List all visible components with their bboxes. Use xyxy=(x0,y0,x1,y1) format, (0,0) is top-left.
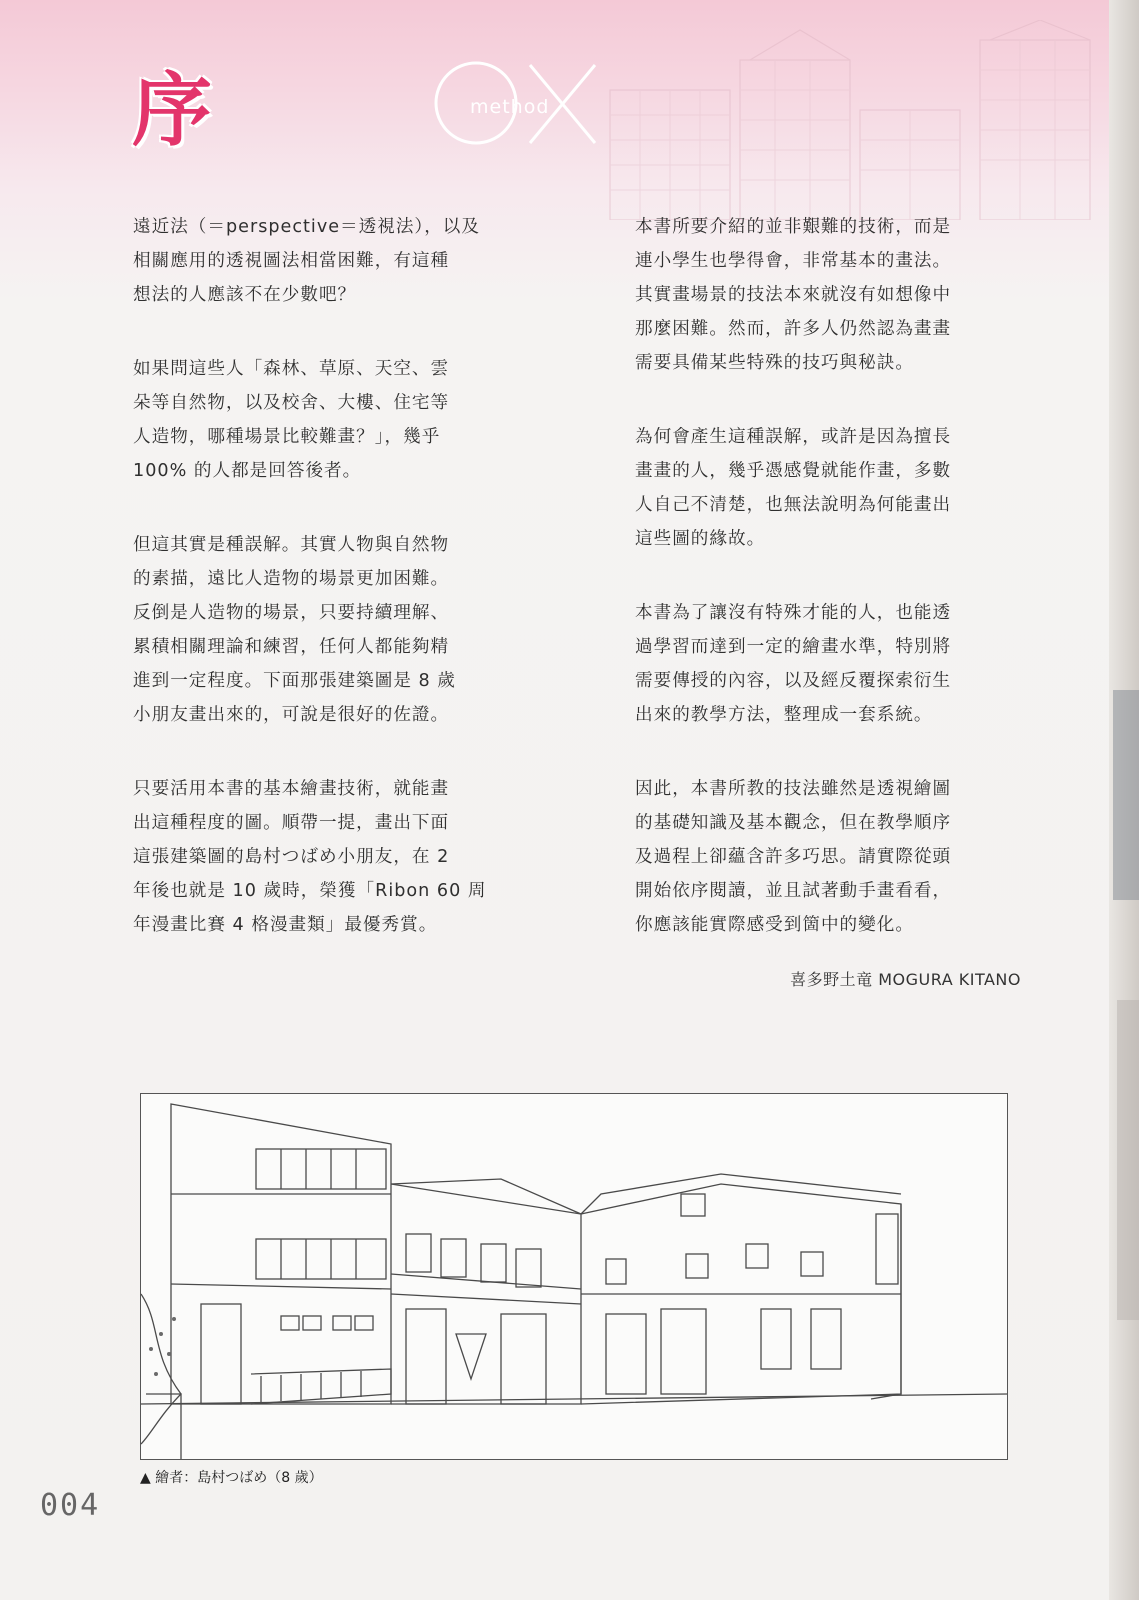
page-number: 004 xyxy=(40,1488,101,1523)
page-edge-tab xyxy=(1117,1000,1139,1320)
school-building-illustration xyxy=(141,1094,1007,1459)
method-label: method xyxy=(470,96,550,118)
paragraph: 遠近法（＝perspective＝透視法），以及 相關應用的透視圖法相當困難，有這種 想法的人應該不在少數吧？ xyxy=(133,217,480,305)
paragraph: 本書為了讓沒有特殊才能的人，也能透 過學習而達到一定的繪畫水準，特別將 需要傳授的內容，以及經反覆探索衍生 出來的教學方法，整理成一套系統。 xyxy=(635,603,952,725)
figure-caption: ▲ 繪者：島村つばめ（8 歲） xyxy=(140,1470,323,1486)
background-buildings-illustration xyxy=(600,20,1110,220)
paragraph: 如果問這些人「森林、草原、天空、雲 朵等自然物，以及校舍、大樓、住宅等 人造物，哪種場景比較難畫？」，幾乎 100% 的人都是回答後者。 xyxy=(133,359,450,481)
right-text-column xyxy=(635,210,1020,982)
page-title: 序 xyxy=(132,64,214,157)
page-edge-tab xyxy=(1113,690,1139,900)
author-signature: 喜多野土竜 MOGURA KITANO xyxy=(790,970,1021,989)
paragraph: 本書所要介紹的並非艱難的技術，而是 連小學生也學得會，非常基本的畫法。 其實畫場景的技法本來就沒有如想像中 那麼困難。然而，許多人仍然認為畫畫 需要具備某些特殊的技巧與秘訣。 xyxy=(635,217,952,373)
paragraph: 但這其實是種誤解。其實人物與自然物 的素描，遠比人造物的場景更加困難。 反倒是人造物的場景，只要持續理解、 累積相關理論和練習，任何人都能夠精 進到一定程度。下面那張建築圖是 8 歲 小朋友畫出來的，可說是很好的佐證。 xyxy=(133,535,456,725)
paragraph: 因此，本書所教的技法雖然是透視繪圖 的基礎知識及基本觀念，但在教學順序 及過程上卻蘊含許多巧思。請實際從頭 開始依序閱讀，並且試著動手畫看看， 你應該能實際感受到箇中的變化。 xyxy=(635,779,952,935)
paragraph: 為何會產生這種誤解，或許是因為擅長 畫畫的人，幾乎憑感覺就能作畫，多數 人自己不清楚，也無法說明為何能畫出 這些圖的緣故。 xyxy=(635,427,952,549)
left-text-column xyxy=(133,210,518,982)
building-drawing-figure xyxy=(140,1093,1008,1460)
page-edge xyxy=(1109,0,1139,1600)
paragraph: 只要活用本書的基本繪畫技術，就能畫 出這種程度的圖。順帶一提，畫出下面 這張建築圖的島村つばめ小朋友，在 2 年後也就是 10 歲時，榮獲「Ribon 60 周 年漫畫比賽 4 格漫畫類」最優秀賞。 xyxy=(133,779,487,935)
